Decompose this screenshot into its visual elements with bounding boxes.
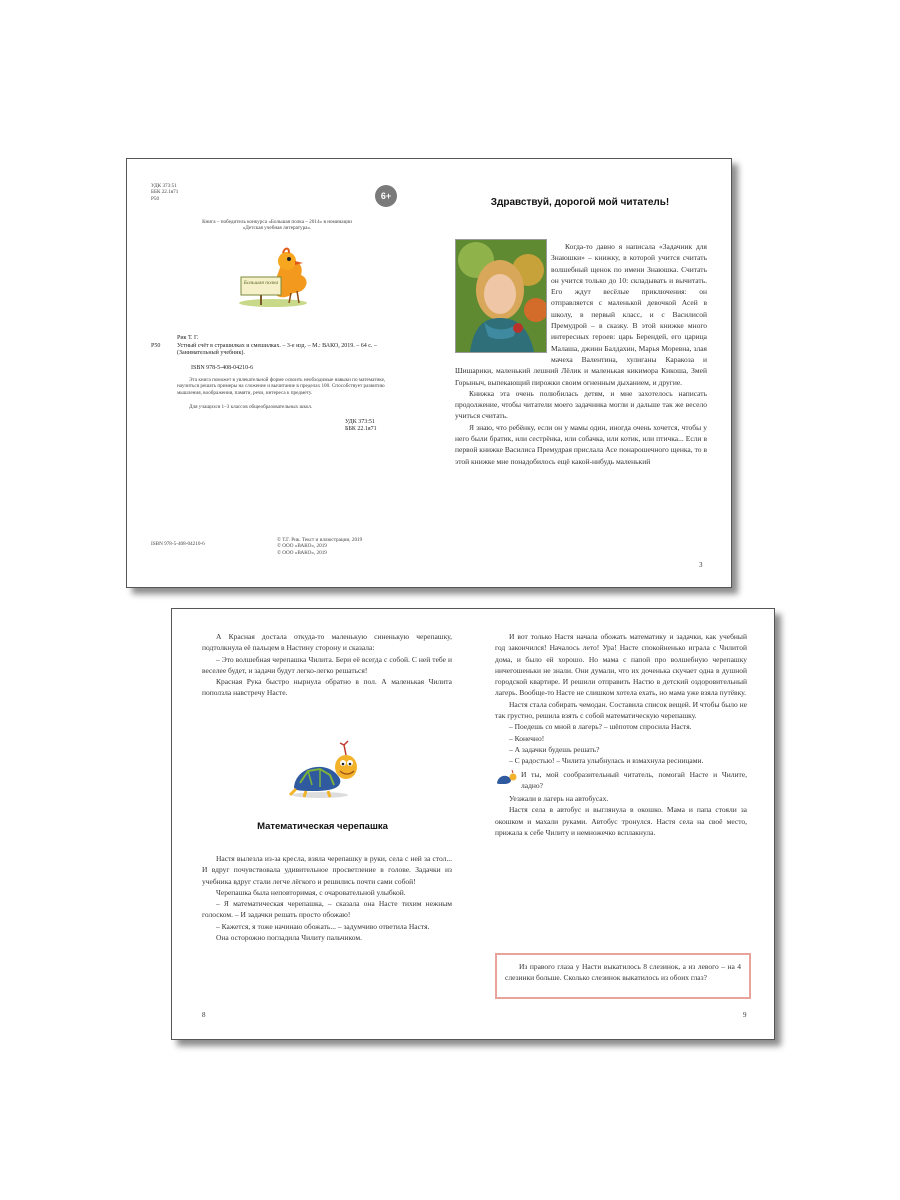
math-task-text: Из правого глаза у Насти выкатилось 8 слезинок, а из левого – на 4 слезинки больше. Сколько слезинок выкатилось из обоих глаз? (505, 962, 741, 982)
annotation: Эта книга поможет в увлекательной форме освоить необходимые навыки по математике, научиться решать примеры на сложение и вычитание в пределах 100. Способствует развитию мышления, воображения, памяти, речи, интереса к предмету. (177, 377, 386, 396)
chapter-paragraph-4: – Кажется, я тоже начинаю обожать... – задумчиво ответила Настя. (216, 921, 430, 931)
imprint-page (127, 159, 429, 587)
page-9 (473, 609, 774, 1039)
page-8 (172, 609, 473, 1039)
copyright-line-3: © ООО «ВАКО», 2019 (277, 549, 327, 556)
r-code: Р50 (151, 195, 160, 202)
page9-paragraph-4: – Конечно! (509, 733, 545, 743)
chapter-paragraph-2: Черепашка была неповторимая, с очаровательной улыбкой. (216, 887, 406, 897)
logo-sign-text: Большая полка (243, 280, 279, 286)
chapter-paragraph-5: Она осторожно погладила Чилиту пальчиком. (216, 933, 362, 943)
page9-paragraph-8: Настя села в автобус и выглянула в окошко. Мама и папа стояли за окошком и махали руками. Автобус тронулся. Настя села на своё место, прижала к себе Чилиту и немножечко всплакнула. (495, 805, 747, 838)
bibliographic-description: Устный счёт в страшилках и смешилках. – 3-е изд. – М.: ВАКО, 2019. – 64 с. – (Занимательный учебник). (177, 343, 377, 357)
page-number-9: 9 (743, 1011, 747, 1019)
page-number-8: 8 (202, 1011, 206, 1019)
small-turtle-icon (495, 769, 517, 787)
page-number-3: 3 (699, 561, 703, 569)
foreword-paragraph-continued (455, 241, 707, 467)
foreword-text-flow (455, 241, 707, 551)
page9-paragraph-1: И вот только Настя начала обожать математику и задачки, как учебный год закончился! Началось лето! Ура! Насте спокойненько играла с Чилитой дома, и было ей хорошо. Но мама с папой про волшебную черепашку ничегошеньки не знали. Они думали, что их доченька скучает одна в душной городской квартире. И решили отправить Настю в детский оздоровительный лагерь. Вообще-то Насте не слишком хотела ехать, но мама уже взяла путёвку. (495, 632, 747, 698)
footer-isbn: ISBN 978-5-408-04210-6 (151, 541, 205, 547)
r-code-2: Р50 (151, 343, 161, 349)
copyright-block (277, 537, 362, 556)
udk-bbk-repeat (345, 419, 377, 434)
bird-with-sign-illustration (231, 245, 321, 309)
foreword-paragraph-3: Я знаю, что ребёнку, если он у мамы один, иногда очень хочется, чтобы у него были братик, или сестрёнка, или собачка, или котик, или птичка... Если в первой книжке Василиса Премудрая прислала Асе понарошечного щенка, то в этой книжке мне понадобилось ещё какой-нибудь маленький (455, 422, 707, 466)
bbk-code: ББК 22.1я71 (151, 189, 179, 196)
page-9-text (495, 631, 747, 838)
intro-paragraph-3: Красная Рука быстро нырнула обратно в пол. А маленькая Чилита поползла навстречу Насте. (202, 677, 452, 698)
bbk-code-2: ББК 22.1я71 (345, 426, 377, 433)
book-spread-bottom (171, 608, 775, 1040)
book-spread-top (126, 158, 732, 588)
udk-code: УДК 373:51 (151, 183, 177, 189)
page9-paragraph-6: – С радостью! – Чилита улыбнулась и взмахнула ресницами. (509, 756, 704, 766)
page9-paragraph-2: Настя стала собирать чемодан. Составила список вещей. И чтобы было не так грустно, решила взять с собой математическую черепашку. (495, 699, 747, 721)
chapter-heading: Математическая черепашка (257, 821, 388, 832)
math-task-box (495, 953, 751, 999)
isbn-line: ISBN 978-5-408-04210-6 (191, 365, 254, 371)
intro-text (202, 631, 452, 699)
reader-callout (495, 769, 747, 792)
age-rating-badge: 6+ (375, 185, 397, 207)
copyright-line-1: © Т.Г. Рик. Текст и иллюстрации, 2019 (277, 537, 363, 543)
intro-paragraph-2: – Это волшебная черепашка Чилита. Бери её всегда с собой. С ней тебе и веселее будет, и задачи будут легко-легко решаться! (202, 654, 452, 675)
copyright-line-2: © ООО «ВАКО», 2019 (277, 543, 327, 550)
page9-paragraph-3: – Поедешь со мной в лагерь? – шёпотом спросила Настя. (509, 722, 692, 732)
foreword-paragraph-2: Книжка эта очень полюбилась детям, и мне захотелось написать продолжение, чтобы читатели моего задачника могли и дальше так же весело учиться считать. (455, 388, 707, 421)
foreword-heading: Здравствуй, дорогой мой читатель! (490, 197, 670, 208)
chapter-text (202, 853, 452, 943)
turtle-illustration (284, 739, 364, 799)
callout-text: И ты, мой сообразительный читатель, помогай Насте и Чилите, ладно? (521, 769, 747, 790)
chapter-paragraph-1: Настя вылезла из-за кресла, взяла черепашку в руки, села с ней за стол... И вдруг почувствовала удивительное просветление в голове. Задачки из учебника вдруг стали легче лёгкого и решились почти сами собой! (202, 854, 452, 886)
foreword-paragraph-1-full: Когда-то давно я написала «Задачник для Знаюшки» – книжку, в которой учится считать волшебный щенок по имени Знаюшка. Считать он учится только до 10: складывать и вычитать. Его ждут весёлые приключения: он отправляется с маленькой девочкой Асей в школу, в первый класс, и с Василисой Премудрой – в сказку. В этой книжке много интересных героев: царь Берендей, его царица Малаша, джинн Балдахин, Марья Моревна, злая мачеха Валентина, хулиганы Каракоза и Шишарики, маленький лешний Лёлик и маленькая кикимора Кикоша, Змей Горыныч, выпекающий пирожки своим огненным дыханием, и другие. (455, 242, 707, 387)
intro-paragraph-1: А Красная достала откуда-то маленькую синенькую черепашку, подтолкнула её пальцем в Настину сторону и сказала: (202, 632, 452, 653)
catalog-codes (151, 183, 178, 202)
page9-paragraph-7: Уезжали в лагерь на автобусах. (509, 794, 609, 804)
audience-note: Для учащихся 1–3 классов общеобразовательных школ. (189, 404, 313, 410)
page9-paragraph-5: – А задачки будешь решать? (509, 744, 600, 754)
foreword-page (429, 159, 731, 587)
author-line: Рик Т. Г. (177, 335, 199, 341)
chapter-paragraph-3: – Я математическая черепашка, – сказала она Насте тихим нежным голоском. – И задачки решать просто обожаю! (202, 899, 452, 920)
udk-code-2: УДК 373:51 (345, 419, 375, 425)
contest-note: Книга – победитель конкурса «Большая полка – 2014» в номинации «Детская учебная литература». (202, 219, 352, 232)
